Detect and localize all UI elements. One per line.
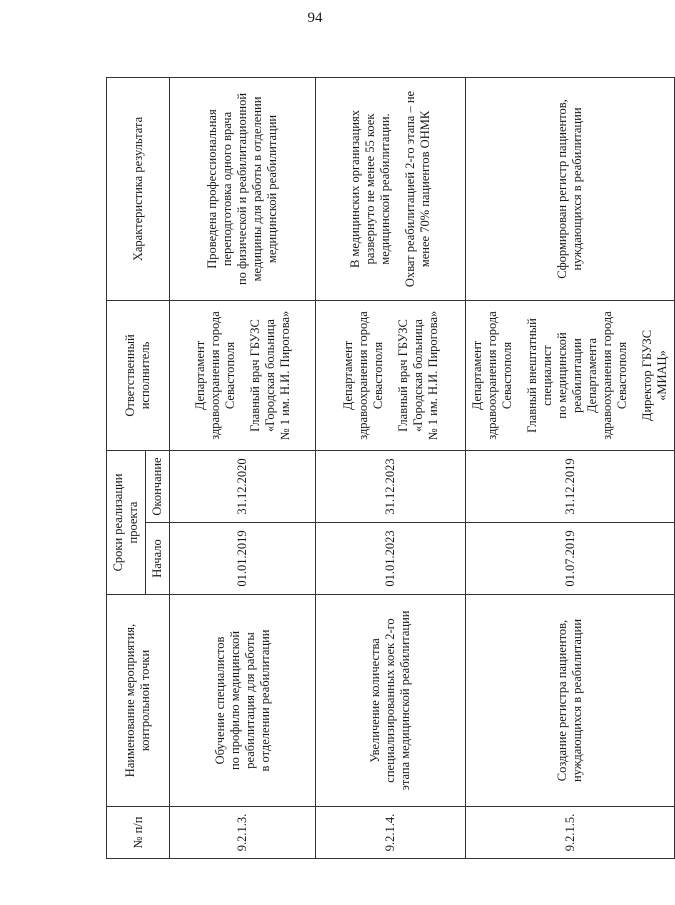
table-row (316, 78, 466, 859)
end-date: 31.12.2019 (466, 451, 675, 523)
page-number: 94 (307, 10, 323, 26)
row-number: 9.2.1.4. (316, 807, 466, 859)
start-date: 01.07.2019 (466, 523, 675, 595)
header-name: Наименование мероприятия, контрольной точки (107, 595, 170, 807)
header-result: Характеристика результата (107, 78, 170, 301)
start-date: 01.01.2023 (316, 523, 466, 595)
header-period: Сроки реализации проекта (107, 451, 146, 595)
activities-table (106, 77, 675, 859)
end-date: 31.12.2023 (316, 451, 466, 523)
start-date: 01.01.2019 (170, 523, 316, 595)
responsible-executor: Департамент здравоохранения города Севастополя Главный врач ГБУЗС «Городская больница № 1 им. Н.И. Пирогова» (170, 301, 316, 451)
table-row (170, 78, 316, 859)
responsible-executor: Департамент здравоохранения города Севастополя Главный внештатный специалист по медицинской реабилитации Департамента здравоохранения города Севастополя Директор ГБУЗС «МИАЦ» (466, 301, 675, 451)
activity-name: Увеличение количества специализированных коек 2-го этапа медицинской реабилитации (316, 595, 466, 807)
activity-name: Обучение специалистов по профилю медицинской реабилитация для работы в отделении реабилитации (170, 595, 316, 807)
end-date: 31.12.2020 (170, 451, 316, 523)
result-description: Проведена профессиональная переподготовка одного врача по физической и реабилитационной медицины для работы в отделении медицинской реабилитации (170, 78, 316, 301)
header-responsible: Ответственный исполнитель (107, 301, 170, 451)
header-start: Начало (146, 523, 170, 595)
rotated-table-container (106, 78, 669, 859)
row-number: 9.2.1.5. (466, 807, 675, 859)
responsible-executor: Департамент здравоохранения города Севастополя Главный врач ГБУЗС «Городская больница № 1 им. Н.И. Пирогова» (316, 301, 466, 451)
table-row (466, 78, 675, 859)
result-description: В медицинских организациях развернуто не менее 55 коек медицинской реабилитации. Охват реабилитацией 2-го этапа – не менее 70% пациентов ОНМК (316, 78, 466, 301)
result-description: Сформирован регистр пациентов, нуждающихся в реабилитации (466, 78, 675, 301)
header-end: Окончание (146, 451, 170, 523)
row-number: 9.2.1.3. (170, 807, 316, 859)
header-num: № п/п (107, 807, 170, 859)
activity-name: Создание регистра пациентов, нуждающихся в реабилитации (466, 595, 675, 807)
